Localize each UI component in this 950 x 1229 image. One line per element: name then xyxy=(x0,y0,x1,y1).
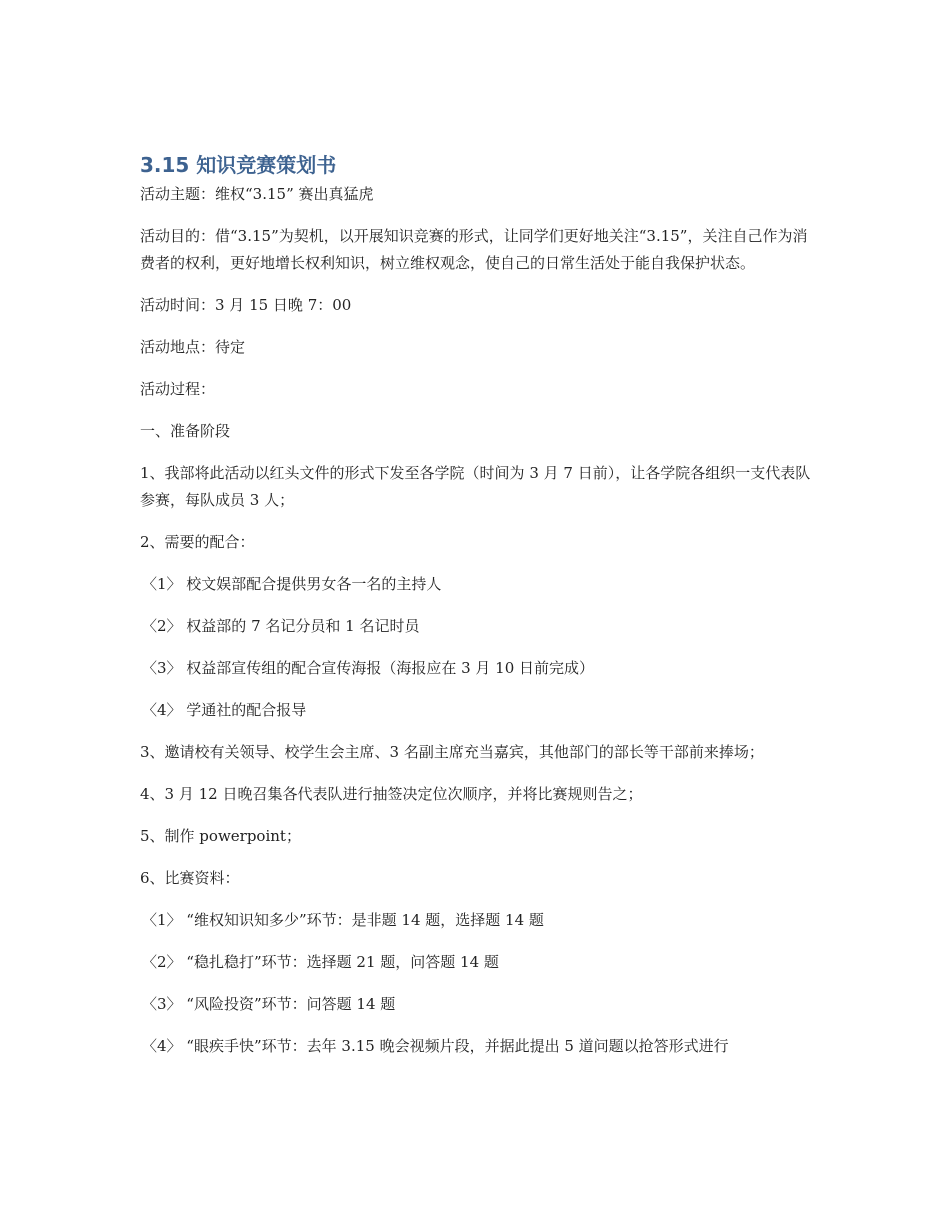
section-heading-preparation: 一、准备阶段 xyxy=(140,422,231,440)
sub-list-item: 〈3〉 “风险投资”环节：问答题 14 题 xyxy=(142,995,396,1013)
sub-list-item: 〈4〉 学通社的配合报导 xyxy=(142,701,307,719)
document-page xyxy=(140,150,812,1060)
activity-location: 活动地点：待定 xyxy=(140,338,246,356)
sub-list-item: 〈3〉 权益部宣传组的配合宣传海报（海报应在 3 月 10 日前完成） xyxy=(142,659,595,677)
list-item: 2、需要的配合： xyxy=(140,533,255,551)
activity-purpose: 活动目的：借“3.15”为契机，以开展知识竞赛的形式，让同学们更好地关注“3.15”，关注自己作为消费者的权利，更好地增长权利知识，树立维权观念，使自己的日常生活处于能自我保护状态。 xyxy=(140,227,808,272)
sub-list-item: 〈4〉 “眼疾手快”环节：去年 3.15 晚会视频片段，并据此提出 5 道问题以抢答形式进行 xyxy=(142,1037,729,1055)
list-item: 1、我部将此活动以红头文件的形式下发至各学院（时间为 3 月 7 日前），让各学院各组织一支代表队参赛，每队成员 3 人； xyxy=(140,464,811,509)
sub-list-item: 〈2〉 “稳扎稳打”环节：选择题 21 题，问答题 14 题 xyxy=(142,953,499,971)
list-item: 5、制作 powerpoint； xyxy=(140,827,301,845)
list-item: 3、邀请校有关领导、校学生会主席、3 名副主席充当嘉宾，其他部门的部长等干部前来捧场； xyxy=(140,743,764,761)
sub-list-item: 〈2〉 权益部的 7 名记分员和 1 名记时员 xyxy=(142,617,420,635)
sub-list-item: 〈1〉 “维权知识知多少”环节：是非题 14 题，选择题 14 题 xyxy=(142,911,544,929)
activity-time: 活动时间：3 月 15 日晚 7：00 xyxy=(140,296,352,314)
list-item: 4、3 月 12 日晚召集各代表队进行抽签决定位次顺序，并将比赛规则告之； xyxy=(140,785,643,803)
list-item: 6、比赛资料： xyxy=(140,869,240,887)
document-title: 3.15 知识竞赛策划书 xyxy=(140,153,337,177)
sub-list-item: 〈1〉 校文娱部配合提供男女各一名的主持人 xyxy=(142,575,442,593)
activity-process-heading: 活动过程： xyxy=(140,380,216,398)
activity-theme: 活动主题：维权“3.15” 赛出真猛虎 xyxy=(140,185,374,203)
